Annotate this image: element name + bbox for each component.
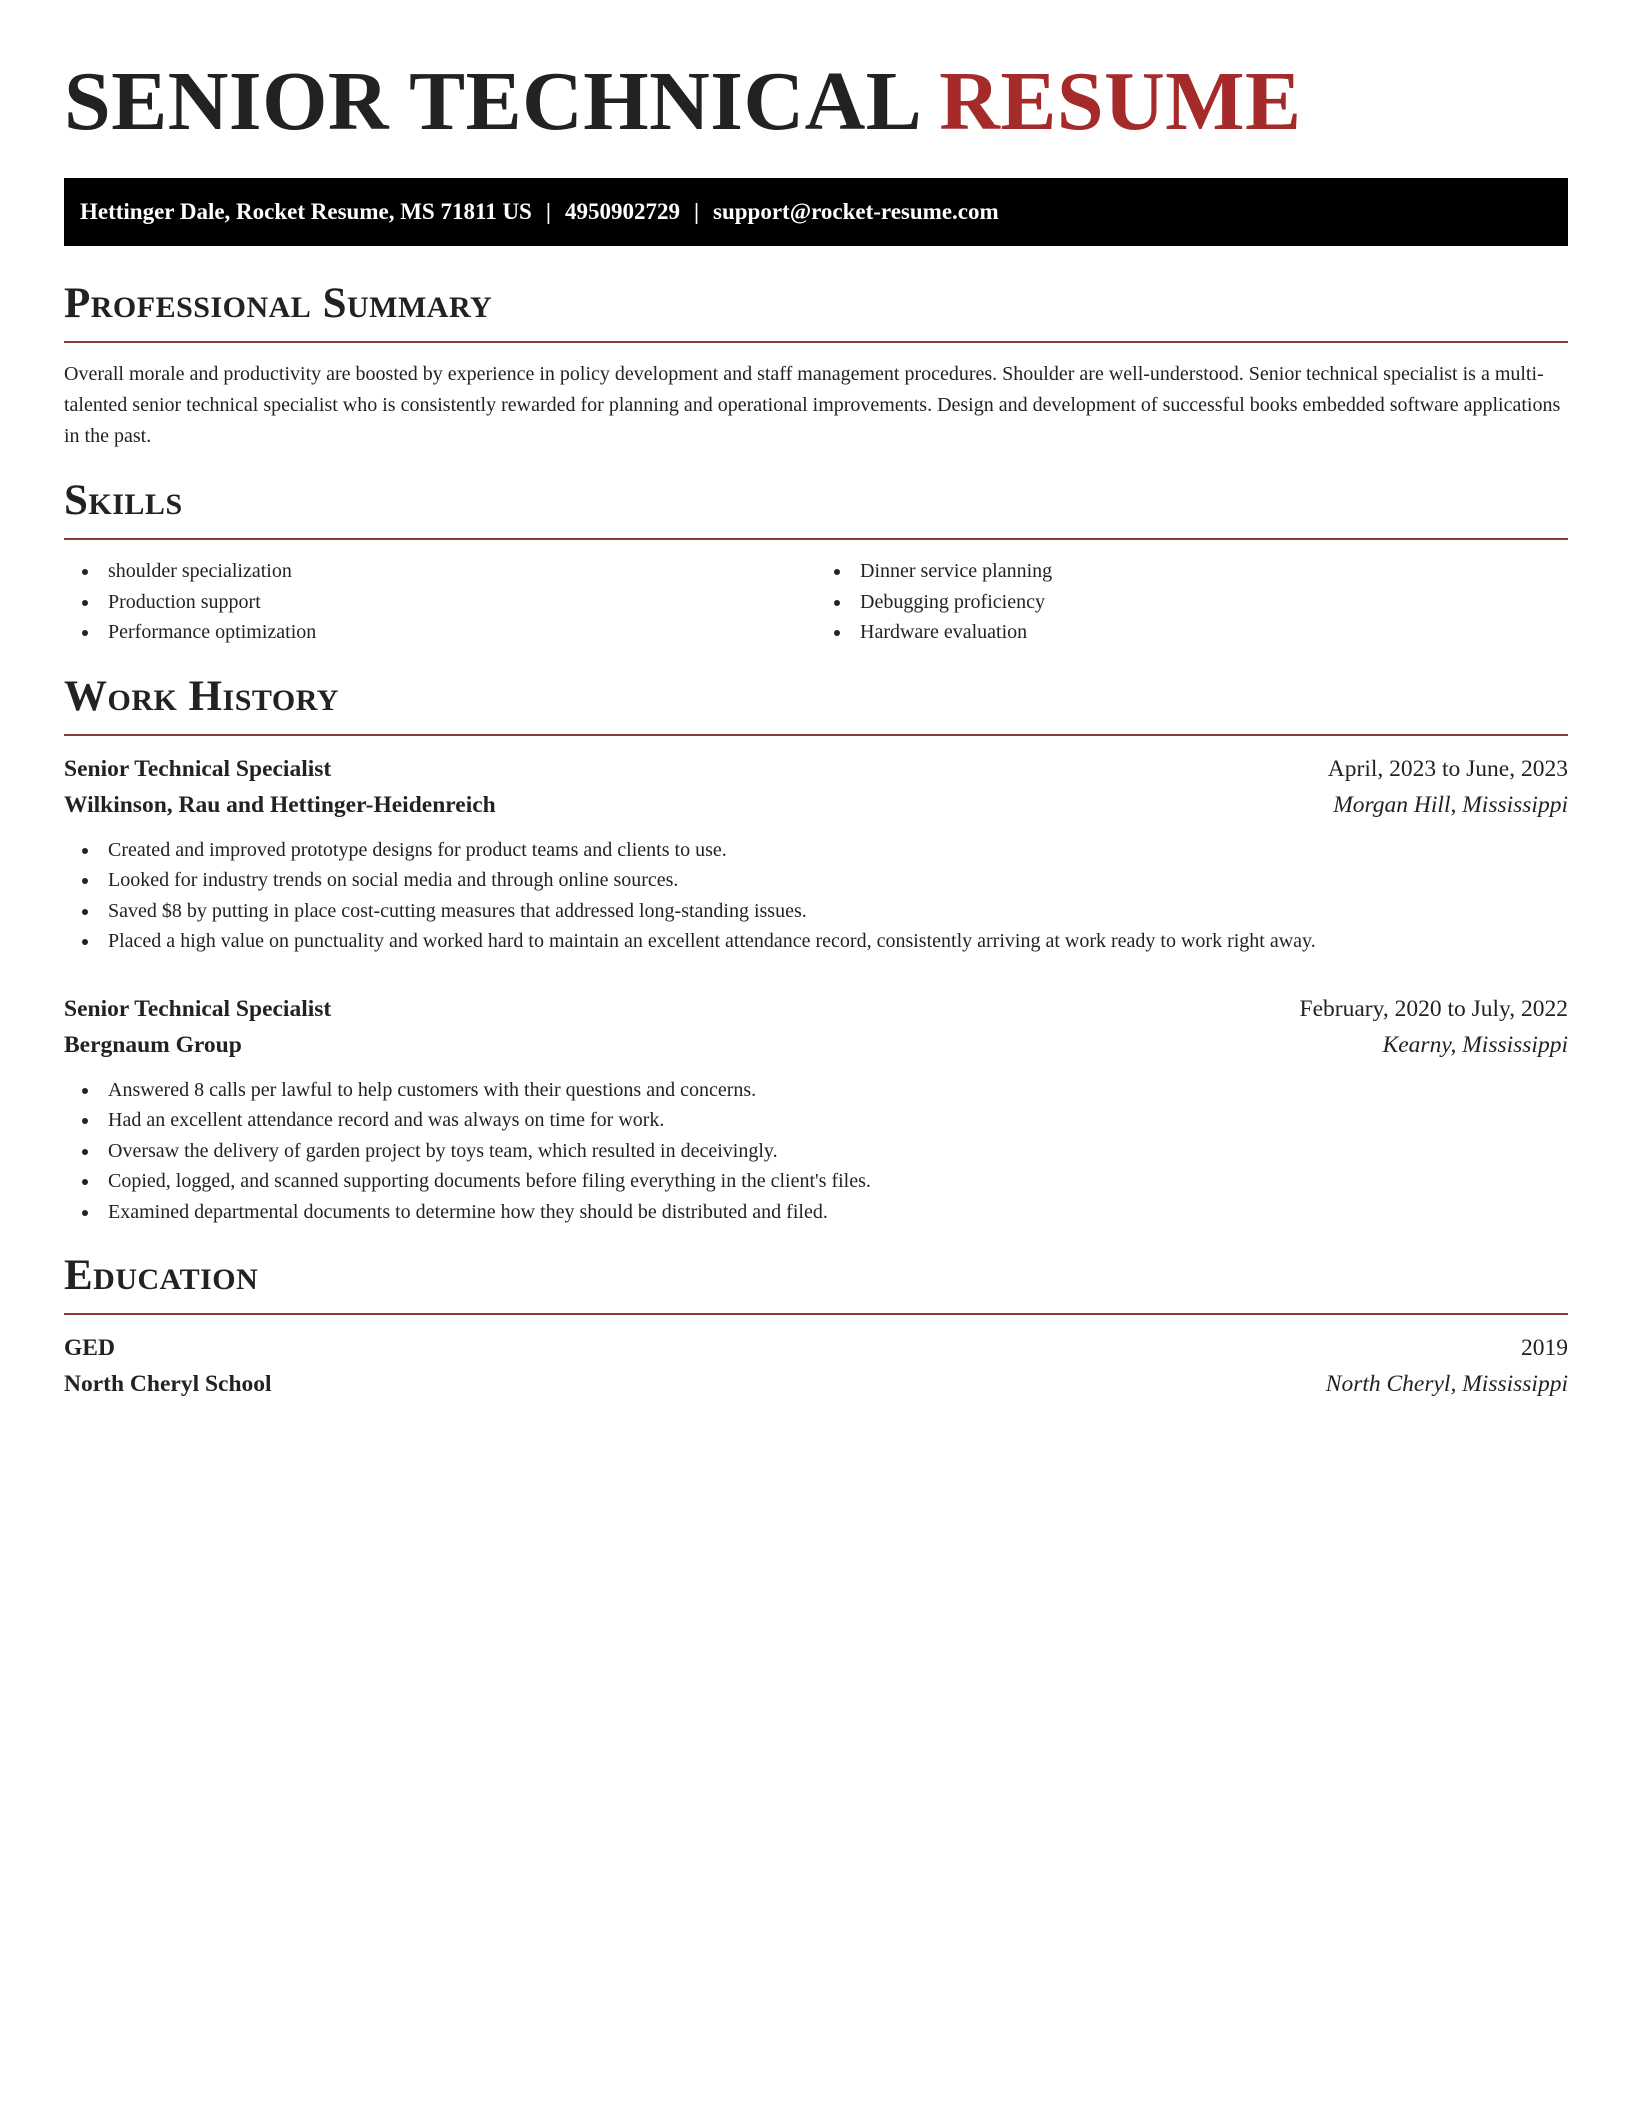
skill-item: Performance optimization [108, 617, 816, 648]
contact-separator: | [693, 199, 700, 224]
skill-item: shoulder specialization [108, 556, 816, 587]
section-divider [64, 341, 1568, 343]
work-heading: Work History [64, 672, 339, 720]
job-entry [64, 991, 1568, 1228]
skills-grid [64, 556, 1568, 648]
title-main: SENIOR TECHNICAL [64, 55, 918, 148]
job-entry [64, 751, 1568, 957]
job-title: Senior Technical Specialist [64, 995, 332, 1022]
contact-address: Hettinger Dale, Rocket Resume, MS 71811 US [80, 199, 532, 224]
job-location: Morgan Hill, Mississippi [1333, 791, 1568, 818]
skill-item: Debugging proficiency [860, 587, 1568, 618]
education-heading: Education [64, 1252, 259, 1299]
contact-bar [64, 178, 1568, 246]
job-bullet: Oversaw the delivery of garden project by toys team, which resulted in deceivingly. [108, 1136, 1568, 1167]
job-dates: April, 2023 to June, 2023 [1327, 755, 1568, 782]
job-title-row [64, 991, 1568, 1027]
summary-section [64, 279, 1568, 452]
job-title-row [64, 751, 1568, 787]
education-school-row [64, 1366, 1568, 1402]
skills-right-column [816, 556, 1568, 648]
skills-section [64, 476, 1568, 648]
skill-item: Hardware evaluation [860, 617, 1568, 648]
job-company: Bergnaum Group [64, 1031, 242, 1058]
job-company-row [64, 1027, 1568, 1063]
job-dates: February, 2020 to July, 2022 [1299, 995, 1568, 1022]
skill-item: Production support [108, 587, 816, 618]
education-degree: GED [64, 1335, 115, 1361]
section-divider [64, 538, 1568, 540]
education-section [64, 1251, 1568, 1402]
summary-text: Overall morale and productivity are boosted by experience in policy development and staff management procedures. Shoulder are well-understood. Senior technical specialist is a multi-talented senior technical specialist who is consistently rewarded for planning and operational improvements. Design and development of successful books embedded software applications in the past. [64, 363, 1561, 447]
skills-heading: Skills [64, 477, 183, 524]
resume-page [64, 0, 1568, 1402]
summary-heading: Professional Summary [64, 280, 493, 327]
job-bullet: Answered 8 calls per lawful to help customers with their questions and concerns. [108, 1075, 1568, 1106]
education-degree-row [64, 1330, 1568, 1366]
education-entry [64, 1330, 1568, 1402]
job-location: Kearny, Mississippi [1382, 1031, 1568, 1058]
job-bullet: Created and improved prototype designs for product teams and clients to use. [108, 835, 1568, 866]
resume-title [64, 0, 1568, 152]
contact-separator: | [545, 199, 551, 224]
job-bullet: Copied, logged, and scanned supporting documents before filing everything in the client's files. [108, 1166, 1568, 1197]
education-school: North Cheryl School [64, 1371, 272, 1397]
section-divider [64, 1313, 1568, 1315]
contact-email[interactable]: support@rocket-resume.com [713, 199, 999, 224]
skills-left-column [64, 556, 816, 648]
section-divider [64, 734, 1568, 736]
contact-phone[interactable]: 4950902729 [564, 199, 680, 224]
job-bullets [64, 835, 1568, 957]
job-bullet: Had an excellent attendance record and was always on time for work. [108, 1105, 1568, 1136]
job-company: Wilkinson, Rau and Hettinger-Heidenreich [64, 791, 496, 818]
title-accent: RESUME [939, 55, 1302, 148]
job-title: Senior Technical Specialist [64, 755, 332, 782]
job-bullet: Looked for industry trends on social media and through online sources. [108, 865, 1568, 896]
job-bullet: Examined departmental documents to determine how they should be distributed and filed. [108, 1197, 1568, 1228]
education-location: North Cheryl, Mississippi [1325, 1371, 1568, 1397]
education-year: 2019 [1521, 1335, 1568, 1361]
job-bullet: Saved $8 by putting in place cost-cutting measures that addressed long-standing issues. [108, 896, 1568, 927]
job-company-row [64, 787, 1568, 823]
job-bullet: Placed a high value on punctuality and worked hard to maintain an excellent attendance record, consistently arriving at work ready to work right away. [108, 926, 1568, 957]
skill-item: Dinner service planning [860, 556, 1568, 587]
work-section [64, 672, 1568, 1228]
job-bullets [64, 1075, 1568, 1228]
